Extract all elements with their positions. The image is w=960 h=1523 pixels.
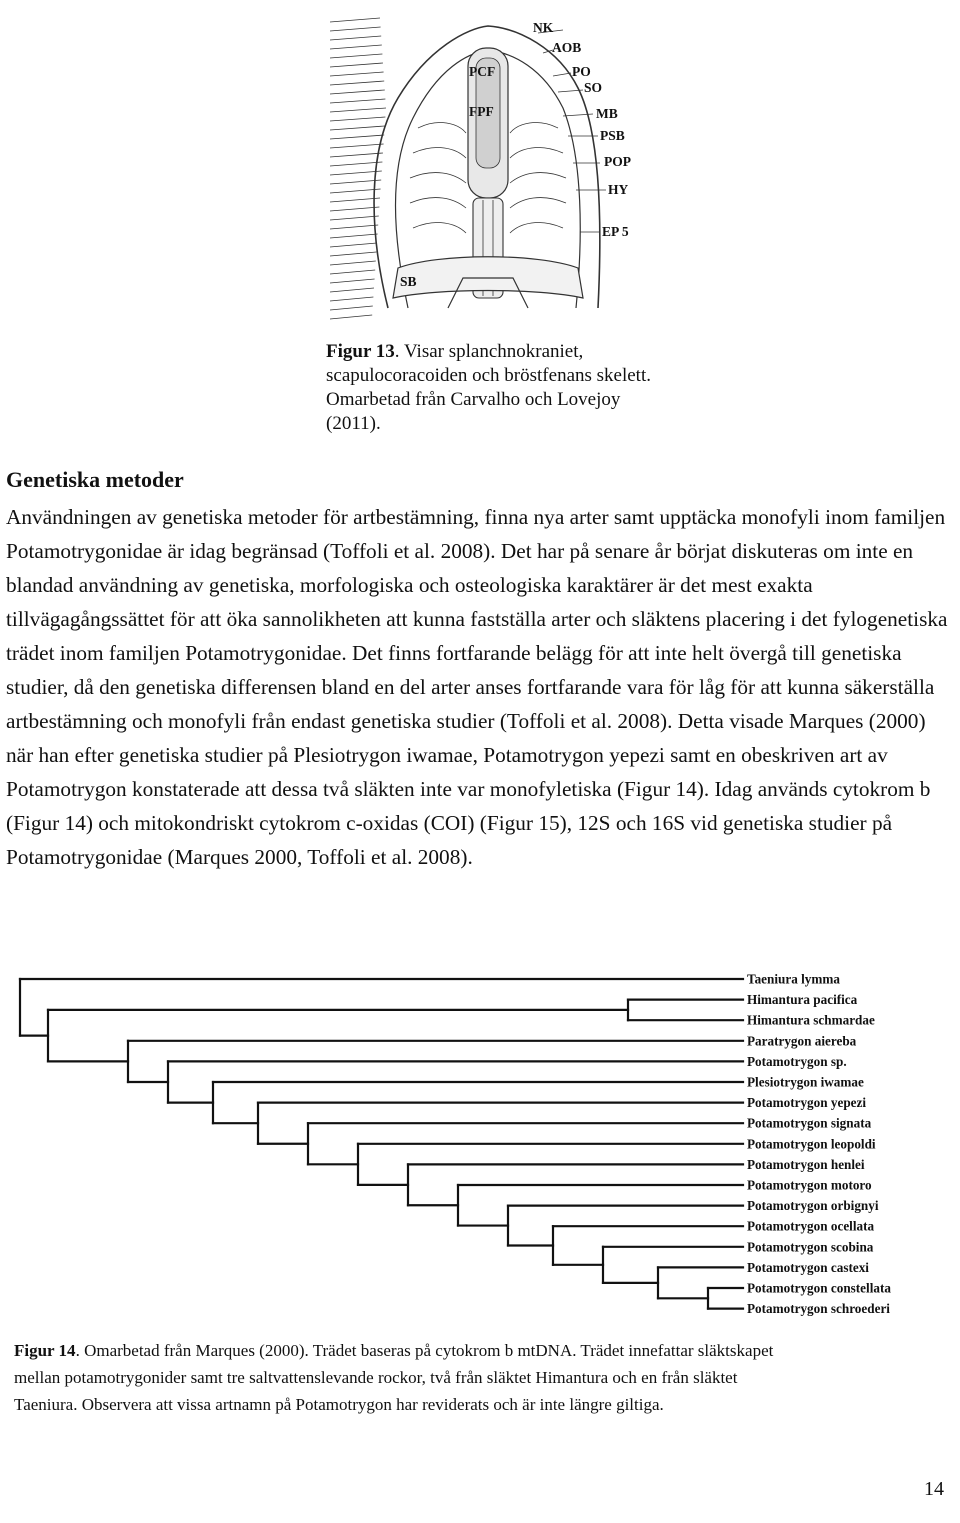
taxon-label: Potamotrygon schroederi [747,1301,890,1317]
taxon-label: Potamotrygon signata [747,1115,872,1131]
fin-ray [330,306,373,310]
fin-ray [330,180,381,184]
fin-ray [330,90,385,94]
fin-ray [330,297,373,301]
label-mb: MB [596,106,618,121]
fin-ray [330,27,381,31]
fin-ray [330,126,385,130]
taxon-label: Potamotrygon sp. [747,1053,847,1069]
taxon-label: Potamotrygon yepezi [747,1095,867,1111]
fin-ray [330,171,382,175]
figure14-caption-label: Figur 14 [14,1341,76,1360]
label-hy: HY [608,182,629,197]
fin-ray [330,225,378,229]
page-number: 14 [924,1478,944,1500]
label-fpf: FPF [469,104,494,119]
taxon-label: Paratrygon aiereba [747,1033,857,1049]
label-pcf: PCF [469,64,496,79]
label-aob: AOB [552,40,582,55]
fin-ray [330,270,375,274]
taxon-label: Potamotrygon henlei [747,1156,865,1172]
label-sb: SB [400,274,417,289]
body-paragraph: Användningen av genetiska metoder för artbestämning, finna nya arter samt upptäcka monofyli inom familjen Potamotrygonidae är idag begränsad (Toffoli et al. 2008). Det har på senare år börjat diskuteras om inte en blandad användning av genetiska, morfologiska och osteologiska karaktärer är det mest exakta tillvägagångssättet för att öka sannolikheten att kunna fastställa arter och släktens placering i det fylogenetiska trädet inom familjen Potamotrygonidae. Det finns fortfarande belägg för att inte helt övergå till genetiska studier, då den genetiska differensen bland en del arter anses fortfarande vara för låg för att kunna säkerställa artbestämning och monofyli från endast genetiska studier (Toffoli et al. 2008). Detta visade Marques (2000) när han efter genetiska studier på Plesiotrygon iwamae, Potamotrygon yepezi samt en obeskriven art av Potamotrygon konstaterade att dessa två släkten inte var monofyletiska (Figur 14). Idag används cytokrom b (Figur 14) och mitokondriskt cytokrom c-oxidas (COI) (Figur 15), 12S och 16S vid genetiska studier på Potamotrygonidae (Marques 2000, Toffoli et al. 2008). [6,505,948,869]
fin-ray [330,261,376,265]
taxon-label: Potamotrygon motoro [747,1177,872,1193]
fin-ray [330,108,386,112]
taxon-label: Potamotrygon scobina [747,1239,874,1255]
taxon-label: Plesiotrygon iwamae [747,1074,864,1090]
figure13-caption-label: Figur 13 [326,341,395,362]
fin-ray [330,252,376,256]
fin-ray [330,207,379,211]
fin-ray [330,288,374,292]
fin-ray [330,135,384,139]
label-po: PO [572,64,591,79]
figure13-caption-text: . Visar splanchnokraniet, scapulocoracoiden och bröstfenans skelett. Omarbetad från Carvalho och Lovejoy (2011). [326,341,651,434]
taxon-label: Himantura pacifica [747,992,858,1008]
fin-ray [330,99,385,103]
figure13-caption [326,340,656,436]
taxon-label: Potamotrygon ocellata [747,1218,875,1234]
taxon-label: Potamotrygon constellata [747,1280,891,1296]
fin-ray [330,81,384,85]
taxon-label: Potamotrygon orbignyi [747,1198,879,1214]
fin-ray [330,18,380,22]
label-ep5: EP 5 [602,224,629,239]
taxon-label: Potamotrygon castexi [747,1259,869,1275]
section-heading: Genetiska metoder [6,467,184,492]
fin-ray [330,36,381,40]
label-psb: PSB [600,128,625,143]
taxon-label: Himantura schmardae [747,1012,875,1028]
fin-ray [330,234,378,238]
fin-ray [330,45,382,49]
taxon-label: Potamotrygon leopoldi [747,1136,876,1152]
skeleton-figure [328,8,638,330]
fin-ray [330,198,380,202]
taxon-label: Taeniura lymma [747,971,840,987]
fin-ray [330,216,379,220]
label-nk: NK [533,20,554,35]
fin-ray [330,279,375,283]
fin-ray [330,54,382,58]
fin-ray [330,72,384,76]
figure14-caption [14,1337,804,1418]
fin-ray [330,189,381,193]
label-so: SO [584,80,603,95]
fin-ray [330,153,383,157]
fin-ray [330,315,372,319]
figure14-caption-text: . Omarbetad från Marques (2000). Trädet baseras på cytokrom b mtDNA. Trädet innefattar släktskapet mellan potamotrygonider samt tre saltvattenslevande rockor, två från släktet Himantura och en från släktet Taeniura. Observera att vissa artnamn på Potamotrygon har reviderats och är inte längre giltiga. [14,1341,774,1414]
fin-ray [330,162,382,166]
fin-ray [330,63,383,67]
label-pop: POP [604,154,631,169]
fin-ray [330,144,384,148]
fin-ray [330,117,385,121]
fin-ray [330,243,377,247]
phylogenetic-tree [8,966,958,1326]
